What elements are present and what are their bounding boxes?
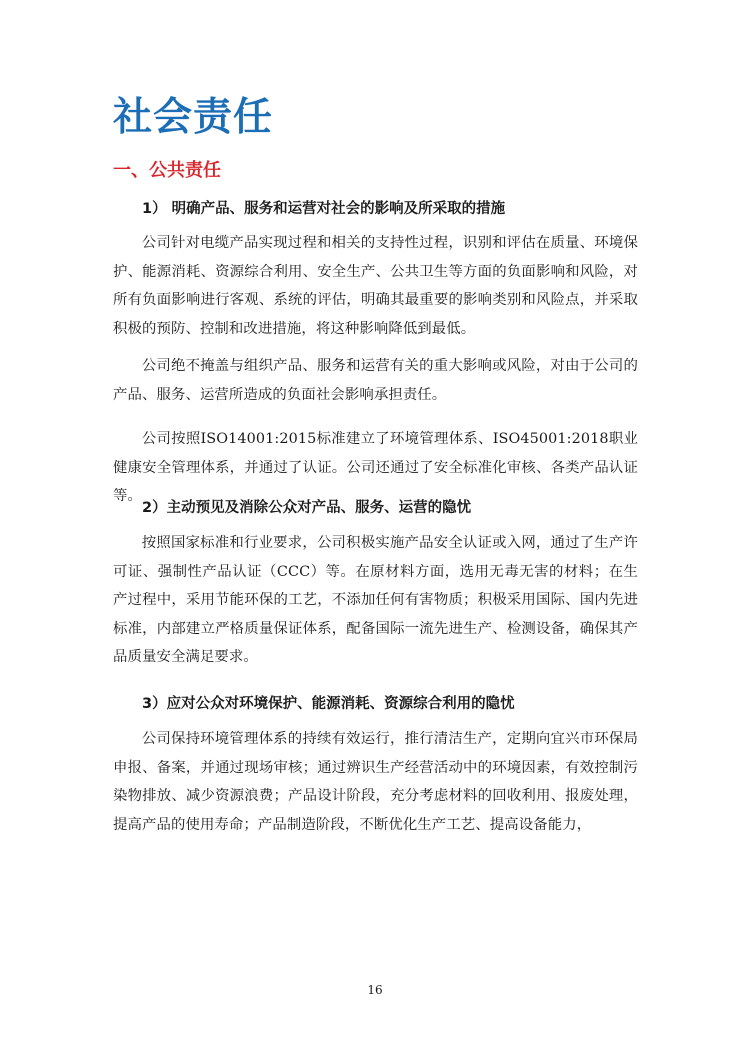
page-number: 16	[367, 983, 383, 997]
subsection-heading-3: 3）应对公众对环境保护、能源消耗、资源综合利用的隐忧	[142, 696, 515, 712]
page-title: 社会责任	[113, 95, 274, 140]
section-title: 一、公共责任	[113, 160, 221, 181]
paragraph-1-2: 公司绝不掩盖与组织产品、服务和运营有关的重大影响或风险，对由于公司的产品、服务、运营所造成的负面社会影响承担责任。	[113, 358, 638, 403]
paragraph-3-1: 公司保持环境管理体系的持续有效运行，推行清洁生产，定期向宜兴市环保局申报、备案，并通过现场审核；通过辨识生产经营活动中的环境因素，有效控制污染物排放、减少资源浪费；产品设计阶段，充分考虑材料的回收利用、报废处理，提高产品的使用寿命；产品制造阶段，不断优化生产工艺、提高设备能力，	[113, 731, 638, 833]
paragraph-2-1: 按照国家标准和行业要求，公司积极实施产品安全认证或入网，通过了生产许可证、强制性产品认证（CCC）等。在原材料方面，选用无毒无害的材料；在生产过程中，采用节能环保的工艺，不添加任何有害物质；积极采用国际、国内先进标准，内部建立严格质量保证体系，配备国际一流先进生产、检测设备，确保其产品质量安全满足要求。	[113, 535, 638, 665]
subsection-heading-2: 2）主动预见及消除公众对产品、服务、运营的隐忧	[142, 500, 472, 516]
subsection-heading-1: 1） 明确产品、服务和运营对社会的影响及所采取的措施	[142, 201, 506, 217]
paragraph-1-3: 公司按照ISO14001:2015标准建立了环境管理体系、ISO45001:2018职业健康安全管理体系，并通过了认证。公司还通过了安全标准化审核、各类产品认证等。	[113, 431, 638, 504]
paragraph-1-1: 公司针对电缆产品实现过程和相关的支持性过程，识别和评估在质量、环境保护、能源消耗、资源综合利用、安全生产、公共卫生等方面的负面影响和风险，对所有负面影响进行客观、系统的评估，明确其最重要的影响类别和风险点，并采取积极的预防、控制和改进措施，将这种影响降低到最低。	[113, 235, 638, 337]
